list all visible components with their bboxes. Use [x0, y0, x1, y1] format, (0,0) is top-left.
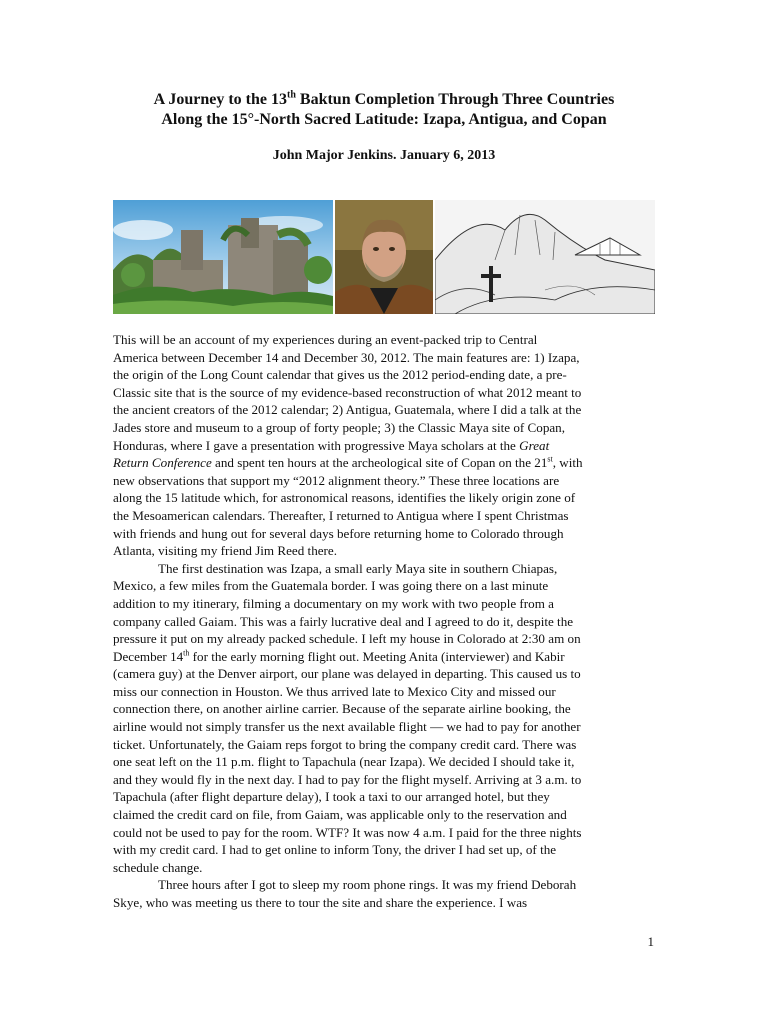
paragraph-3: Three hours after I got to sleep my room phone rings. It was my friend Deborah Skye, who was meeting us there to tour the site and share the experience. I was: [113, 877, 577, 910]
header-banner: [113, 200, 655, 314]
document-title: [60, 90, 708, 130]
ruins-photo: [113, 200, 333, 314]
mountain-sketch: [435, 200, 655, 314]
paragraph-2: The first destination was Izapa, a small early Maya site in southern Chiapas, Mexico, a few miles from the Guatemala border. I was going there on a last minute addition to my itinerary, filming a documentary on my work with two people from a company called Gaiam. This was a fairly lucrative deal and I agreed to do it, despite the pressure it put on my already packed schedule. I left my house in Colorado at 2:30 am on December 14th for the early morning flight out. Meeting Anita (interviewer) and Kabir (camera guy) at the Denver airport, our plane was delayed in departing. This caused us to miss our connection in Houston. We thus arrived late to Mexico City and missed our connection there, on another airline carrier. Because of the separate airline booking, the airline would not simply transfer us the next available flight — we had to pay for another ticket. Unfortunately, the Gaiam reps forgot to bring the company credit card. There was one seat left on the 11 p.m. flight to Tapachula (near Izapa). We decided I should take it, and they would fly in the next day. I had to pay for the flight myself. Arriving at 3 a.m. to Tapachula (after flight departure delay), I took a taxi to our arranged hotel, but they claimed the credit card on file, from Gaiam, was applicable only to the reservation and could not be used to pay for the room. WTF? It was now 4 a.m. I paid for the three nights with my credit card. I had to get online to inform Tony, the driver I had set up, of the schedule change.: [113, 560, 582, 875]
paragraph-1: This will be an account of my experiences during an event-packed trip to Central America between December 14 and December 30, 2012. The main features are: 1) Izapa, the origin of the Long Count calendar that gives us the 2012 period-ending date, a pre- Classic site that is the source of my evidence-based reconstruction of what 2012 meant to the ancient creators of the 2012 calendar; 2) Antigua, Guatemala, where I did a talk at the Jades store and museum to a group of forty people; 3) the Classic Maya site of Copan, Honduras, where I gave a presentation with progressive Maya scholars at the Great Return Conference and spent ten hours at the archeological site of Copan on the 21st, with new observations that support my “2012 alignment theory.” These three locations are along the 15 latitude which, for astronomical reasons, identifies the likely origin zone of the Mesoamerican calendars. Thereafter, I returned to Antigua where I spent Christmas with friends and hung out for several days before returning home to Colorado through Atlanta, visiting my friend Jim Reed there.: [113, 332, 583, 559]
author-portrait: [335, 200, 433, 314]
author-date-line: John Major Jenkins. January 6, 2013: [272, 148, 496, 163]
page-number: 1: [647, 934, 654, 949]
title-line-1: A Journey to the 13th Baktun Completion Through Three Countries: [153, 89, 615, 108]
body-text: [113, 331, 658, 912]
title-line-2: Along the 15°-North Sacred Latitude: Izapa, Antigua, and Copan: [161, 111, 607, 128]
